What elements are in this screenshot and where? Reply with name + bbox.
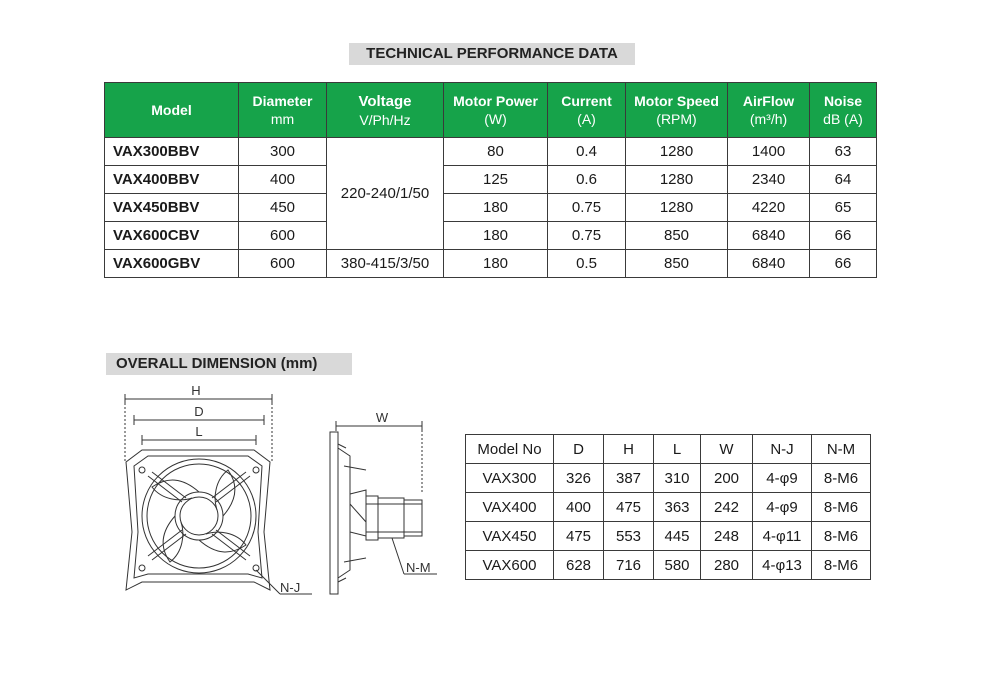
label-nm: N-M: [406, 560, 431, 575]
current-cell: 0.75: [548, 194, 626, 222]
airflow-cell: 2340: [728, 166, 810, 194]
noise-cell: 65: [810, 194, 877, 222]
header-l: L: [654, 435, 701, 464]
model-cell: VAX450BBV: [105, 194, 239, 222]
model-cell: VAX400BBV: [105, 166, 239, 194]
d-cell: 475: [554, 522, 604, 551]
power-cell: 180: [444, 194, 548, 222]
header-noise: Noise dB (A): [810, 83, 877, 138]
header-voltage: Voltage V/Ph/Hz: [327, 83, 444, 138]
speed-cell: 1280: [626, 194, 728, 222]
d-cell: 628: [554, 551, 604, 580]
model-no-cell: VAX600: [466, 551, 554, 580]
voltage-group-cell: 220-240/1/50: [327, 138, 444, 250]
label-nj: N-J: [280, 580, 301, 595]
header-model: Model: [105, 83, 239, 138]
l-cell: 445: [654, 522, 701, 551]
header-model-no: Model No: [466, 435, 554, 464]
table-row: [466, 493, 871, 522]
d-cell: 400: [554, 493, 604, 522]
header-n-m: N-M: [812, 435, 871, 464]
w-cell: 280: [701, 551, 753, 580]
noise-cell: 66: [810, 222, 877, 250]
noise-cell: 63: [810, 138, 877, 166]
header-w: W: [701, 435, 753, 464]
table-row: [105, 222, 877, 250]
voltage-cell: 380-415/3/50: [327, 250, 444, 278]
power-cell: 80: [444, 138, 548, 166]
header-d: D: [554, 435, 604, 464]
current-cell: 0.4: [548, 138, 626, 166]
airflow-cell: 6840: [728, 222, 810, 250]
label-w: W: [375, 410, 389, 425]
table-row: [466, 464, 871, 493]
w-cell: 200: [701, 464, 753, 493]
label-l: L: [195, 424, 203, 439]
table-row: [105, 138, 877, 166]
power-cell: 125: [444, 166, 548, 194]
w-cell: 242: [701, 493, 753, 522]
performance-header-row: [105, 83, 877, 138]
model-cell: VAX300BBV: [105, 138, 239, 166]
model-cell: VAX600GBV: [105, 250, 239, 278]
header-motor-speed: Motor Speed (RPM): [626, 83, 728, 138]
diameter-cell: 600: [239, 222, 327, 250]
dimension-header-row: [466, 435, 871, 464]
table-row: [466, 522, 871, 551]
table-row: [466, 551, 871, 580]
airflow-cell: 1400: [728, 138, 810, 166]
diameter-cell: 450: [239, 194, 327, 222]
n-m-cell: 8-M6: [812, 493, 871, 522]
n-m-cell: 8-M6: [812, 464, 871, 493]
speed-cell: 1280: [626, 166, 728, 194]
power-cell: 180: [444, 250, 548, 278]
label-d: D: [194, 404, 204, 419]
n-j-cell: 4-φ9: [753, 464, 812, 493]
header-airflow: AirFlow (m³/h): [728, 83, 810, 138]
h-cell: 553: [604, 522, 654, 551]
speed-cell: 850: [626, 222, 728, 250]
airflow-cell: 4220: [728, 194, 810, 222]
h-cell: 387: [604, 464, 654, 493]
model-no-cell: VAX400: [466, 493, 554, 522]
diameter-cell: 600: [239, 250, 327, 278]
n-j-cell: 4-φ9: [753, 493, 812, 522]
header-diameter: Diameter mm: [239, 83, 327, 138]
model-no-cell: VAX450: [466, 522, 554, 551]
speed-cell: 850: [626, 250, 728, 278]
table-row: [105, 250, 877, 278]
speed-cell: 1280: [626, 138, 728, 166]
table-row: [105, 166, 877, 194]
current-cell: 0.75: [548, 222, 626, 250]
current-cell: 0.5: [548, 250, 626, 278]
fan-side-view-drawing: [322, 404, 447, 604]
n-j-cell: 4-φ13: [753, 551, 812, 580]
header-h: H: [604, 435, 654, 464]
noise-cell: 66: [810, 250, 877, 278]
header-n-j: N-J: [753, 435, 812, 464]
model-cell: VAX600CBV: [105, 222, 239, 250]
l-cell: 580: [654, 551, 701, 580]
header-motor-power: Motor Power (W): [444, 83, 548, 138]
technical-performance-heading: TECHNICAL PERFORMANCE DATA: [349, 43, 635, 65]
diameter-cell: 300: [239, 138, 327, 166]
l-cell: 310: [654, 464, 701, 493]
w-cell: 248: [701, 522, 753, 551]
overall-dimension-heading: OVERALL DIMENSION (mm): [106, 353, 352, 375]
dimension-table: [465, 434, 871, 580]
model-no-cell: VAX300: [466, 464, 554, 493]
performance-table: [104, 82, 877, 278]
h-cell: 716: [604, 551, 654, 580]
airflow-cell: 6840: [728, 250, 810, 278]
n-j-cell: 4-φ11: [753, 522, 812, 551]
header-current: Current (A): [548, 83, 626, 138]
h-cell: 475: [604, 493, 654, 522]
l-cell: 363: [654, 493, 701, 522]
power-cell: 180: [444, 222, 548, 250]
table-row: [105, 194, 877, 222]
label-h: H: [191, 383, 201, 398]
n-m-cell: 8-M6: [812, 551, 871, 580]
n-m-cell: 8-M6: [812, 522, 871, 551]
d-cell: 326: [554, 464, 604, 493]
fan-front-view-drawing: [112, 382, 317, 607]
noise-cell: 64: [810, 166, 877, 194]
diameter-cell: 400: [239, 166, 327, 194]
current-cell: 0.6: [548, 166, 626, 194]
